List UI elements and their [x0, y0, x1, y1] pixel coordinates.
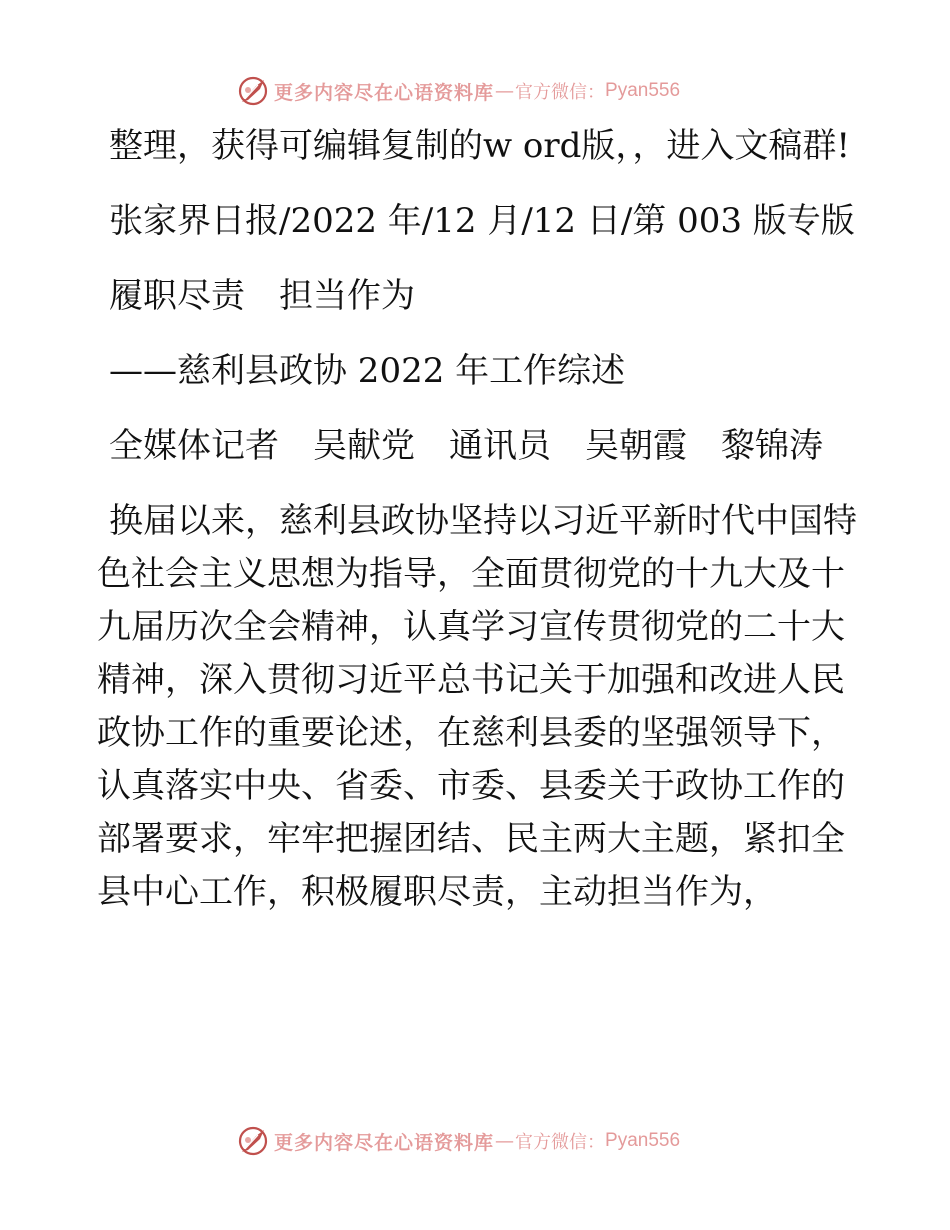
watermark-wechat-id: Pyan556 [605, 80, 681, 101]
article-title [97, 270, 857, 323]
quill-logo-icon [236, 74, 270, 108]
paragraph-intro [97, 120, 857, 173]
watermark-footer [236, 1124, 716, 1158]
paragraph-source-text: 张家界日报/2022 年/12 月/12 日/第 003 版专版 [109, 201, 855, 241]
watermark-official-label: 官方微信： [515, 1132, 606, 1153]
article-subtitle [97, 345, 857, 398]
watermark-wechat-id: Pyan556 [605, 1130, 681, 1151]
watermark-dash: — [495, 80, 515, 102]
article-subtitle-text: ——慈利县政协 2022 年工作综述 [109, 351, 626, 391]
paragraph-source [97, 195, 857, 248]
article-body-text: 换届以来，慈利县政协坚持以习近平新时代中国特色社会主义思想为指导，全面贯彻党的十九大及十九届历次全会精神，认真学习宣传贯彻党的二十大精神，深入贯彻习近平总书记关于加强和改进人民政协工作的重要论述，在慈利县委的坚强领导下，认真落实中央、省委、市委、县委关于政协工作的部署要求，牢牢把握团结、民主两大主题，紧扣全县中心工作，积极履职尽责，主动担当作为， [97, 501, 857, 912]
paragraph-intro-text: 整理，获得可编辑复制的w ord版，，进入文稿群! [109, 126, 851, 166]
quill-logo-icon [236, 1124, 270, 1158]
watermark-dash: — [495, 1130, 515, 1152]
watermark-official-label: 官方微信： [515, 82, 606, 103]
document-body [97, 120, 857, 919]
watermark-text: 更多内容尽在心语资料库 [274, 81, 495, 104]
watermark-text: 更多内容尽在心语资料库 [274, 1131, 495, 1154]
article-body-paragraph [97, 495, 857, 919]
article-byline [97, 420, 857, 473]
article-byline-text: 全媒体记者 吴献党 通讯员 吴朝霞 黎锦涛 [109, 426, 823, 466]
watermark-header [236, 74, 716, 108]
article-title-text: 履职尽责 担当作为 [109, 276, 415, 316]
